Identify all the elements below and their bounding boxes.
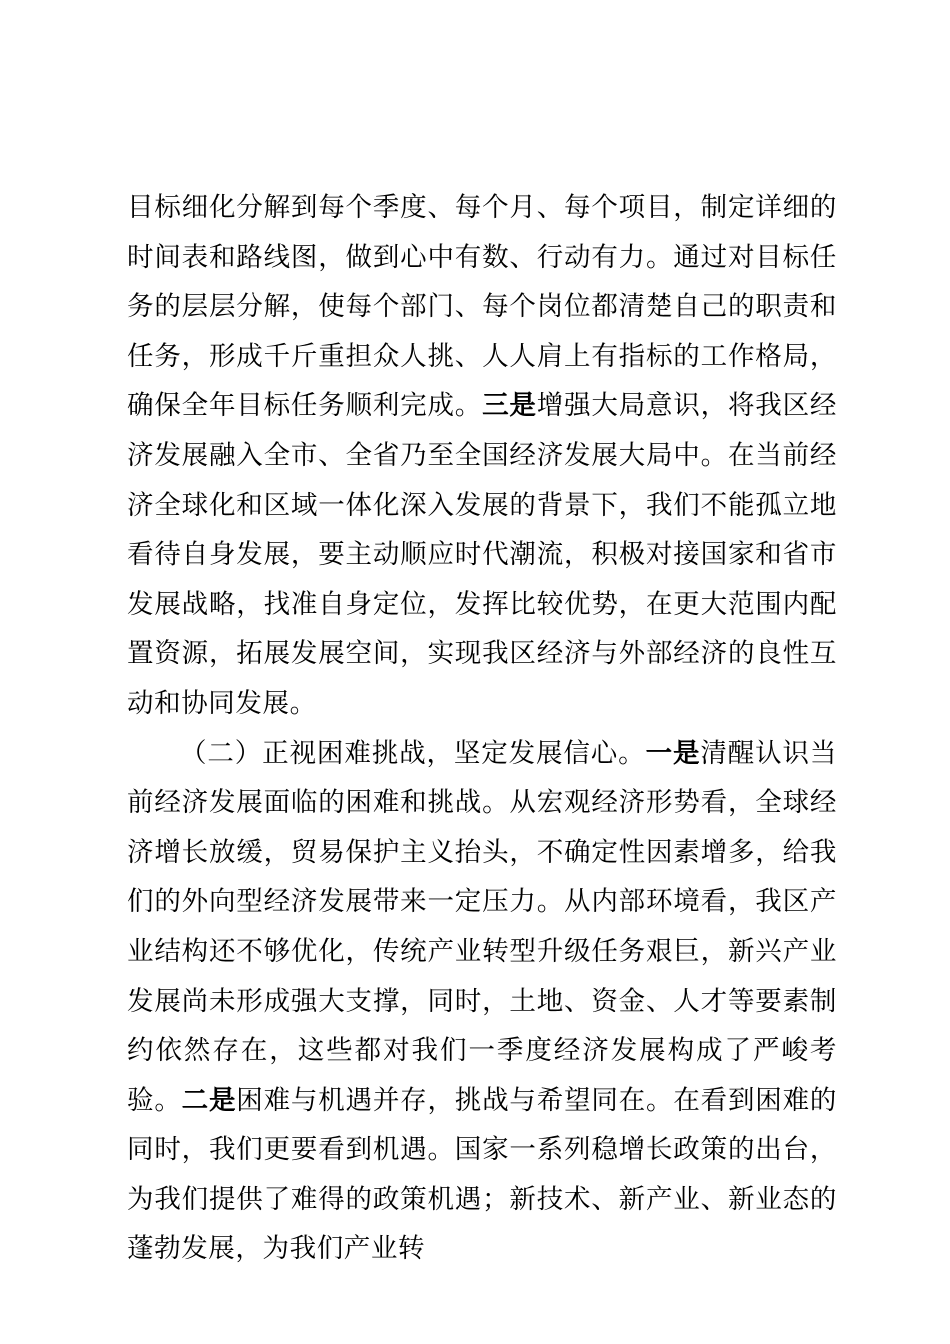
paragraph-1 [127, 183, 837, 729]
paragraph-2 [127, 729, 837, 1275]
paragraph-2-text-1: 清醒认识当前经济发展面临的困难和挑战。从宏观经济形势看，全球经济增长放缓，贸易保护主义抬头，不确定性因素增多，给我们的外向型经济发展带来一定压力。从内部环境看，我区产业结构还不够优化，传统产业转型升级任务艰巨，新兴产业发展尚未形成强大支撑，同时，土地、资金、人才等要素制约依然存在，这些都对我们一季度经济发展构成了严峻考验。 [127, 737, 838, 1116]
body-text [127, 183, 837, 1274]
paragraph-1-text-2: 增强大局意识，将我区经济发展融入全市、全省乃至全国经济发展大局中。在当前经济全球化和区域一体化深入发展的背景下，我们不能孤立地看待自身发展，要主动顺应时代潮流，积极对接国家和省市发展战略，找准自身定位，发挥比较优势，在更大范围内配置资源，拓展发展空间，实现我区经济与外部经济的良性互动和协同发展。 [127, 390, 837, 719]
paragraph-2-text-2: 困难与机遇并存，挑战与希望同在。在看到困难的同时，我们更要看到机遇。国家一系列稳增长政策的出台，为我们提供了难得的政策机遇；新技术、新产业、新业态的蓬勃发展，为我们产业转 [127, 1084, 838, 1265]
paragraph-2-heading: （二）正视困难挑战，坚定发展信心。 [180, 737, 646, 769]
paragraph-1-text-1: 目标细化分解到每个季度、每个月、每个项目，制定详细的时间表和路线图，做到心中有数、行动有力。通过对目标任务的层层分解，使每个部门、每个岗位都清楚自己的职责和任务，形成千斤重担众人挑、人人肩上有指标的工作格局，确保全年目标任务顺利完成。 [127, 192, 837, 422]
paragraph-2-lead-er: 二是 [181, 1084, 237, 1116]
paragraph-2-lead-yi: 一是 [645, 737, 701, 769]
paragraph-1-lead-san: 三是 [482, 390, 537, 422]
